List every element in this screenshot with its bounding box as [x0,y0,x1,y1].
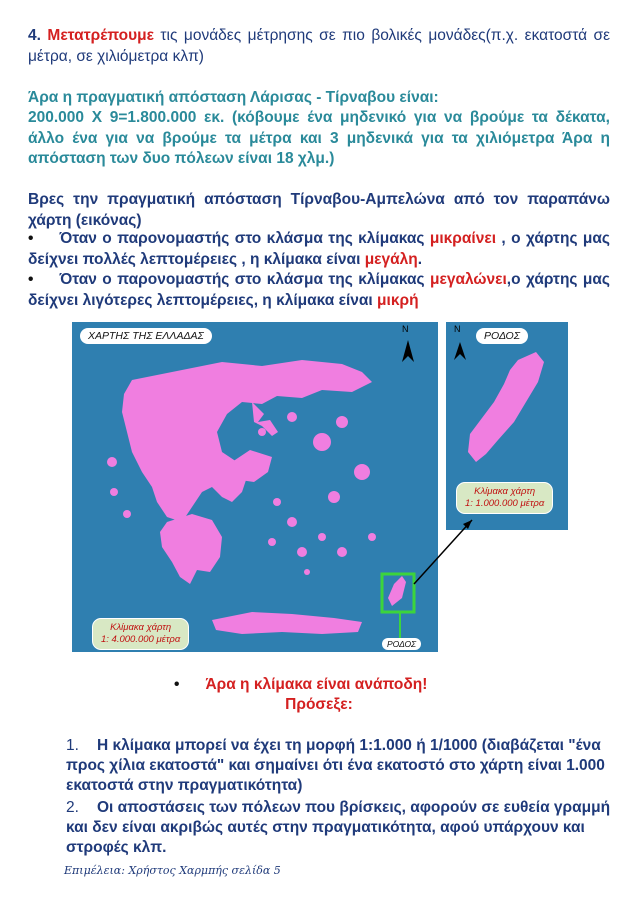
attention-heading: Πρόσεξε: [285,696,353,713]
distance-heading: Άρα η πραγματική απόσταση Λάρισας - Τίρναβου είναι: [28,89,439,106]
north-label: N [454,324,461,334]
north-label: N [402,324,409,334]
section-text: τις μονάδες μέτρησης σε πιο βολικές μονάδες(π.χ. εκατοστά σε μέτρα, σε χιλιόμετρα κλπ) [28,27,610,65]
highlight-word: μεγάλη [364,250,418,268]
note-1 [66,736,614,796]
highlight-word: μικραίνει [429,230,497,247]
rhodes-scale: Κλίμακα χάρτη 1: 1.000.000 μέτρα [456,482,553,514]
map-title: ΧΑΡΤΗΣ ΤΗΣ ΕΛΛΑΔΑΣ [80,328,212,344]
note-number: 2. [66,799,79,816]
highlight-word: μεγαλώνει [430,271,507,288]
bullet-item-2: • Όταν ο παρονομαστής στο κλάσμα της κλίμακας μεγαλώνει,ο χάρτης μας δείχνει λιγότερες λεπτομέρειες, η κλίμακα είναι μικρή [28,270,610,311]
note-2 [66,798,614,858]
task-text: Βρες την πραγματική απόσταση Τίρναβου-Αμπελώνα από τον παραπάνω χάρτη (εικόνας) [28,191,610,229]
rhodes-small-label: ΡΟΔΟΣ [382,638,421,650]
bullet-item-1: • Όταν ο παρονομαστής στο κλάσμα της κλίμακας μικραίνει , ο χάρτης μας δείχνει πολλές λεπτομέρειες , η κλίμακα είναι μεγάλη. [28,229,610,270]
section-keyword: Μετατρέπουμε [47,27,154,44]
note-text: Οι αποστάσεις των πόλεων που βρίσκεις, αφορούν σε ευθεία γραμμή και δεν είναι ακριβώς αυτές στην πραγματικότητα, αφού υπάρχουν και στροφές κλπ. [66,799,611,856]
conclusion-line: • Άρα η κλίμακα είναι ανάποδη! [174,676,428,693]
map-scale: Κλίμακα χάρτη 1: 4.000.000 μέτρα [92,618,189,650]
highlight-word: μικρή [377,291,419,309]
rhodes-title: ΡΟΔΟΣ [476,328,528,344]
section-number: 4. [28,27,41,44]
conclusion-text: Άρα η κλίμακα είναι ανάποδη! [205,676,428,693]
distance-explanation: 200.000 Χ 9=1.800.000 εκ. (κόβουμε ένα μηδενικό για να βρούμε τα δέκατα, άλλο ένα για να βρούμε τα μέτρα και 3 μηδενικά για τα χιλιόμετρα Άρα η απόσταση των δυο πόλεων είναι 18 χλμ.) [28,109,610,167]
note-text: Η κλίμακα μπορεί να έχει τη μορφή 1:1.000 ή 1/1000 (διαβάζεται "ένα προς χίλια εκατοστά" και σημαίνει ότι ένα εκατοστό στο χάρτη είναι 1.000 εκατοστά στην πραγματικότητα) [66,737,605,794]
note-number: 1. [66,737,79,754]
page-footer: Επιμέλεια: Χρήστος Χαρμπής σελίδα 5 [64,864,281,877]
